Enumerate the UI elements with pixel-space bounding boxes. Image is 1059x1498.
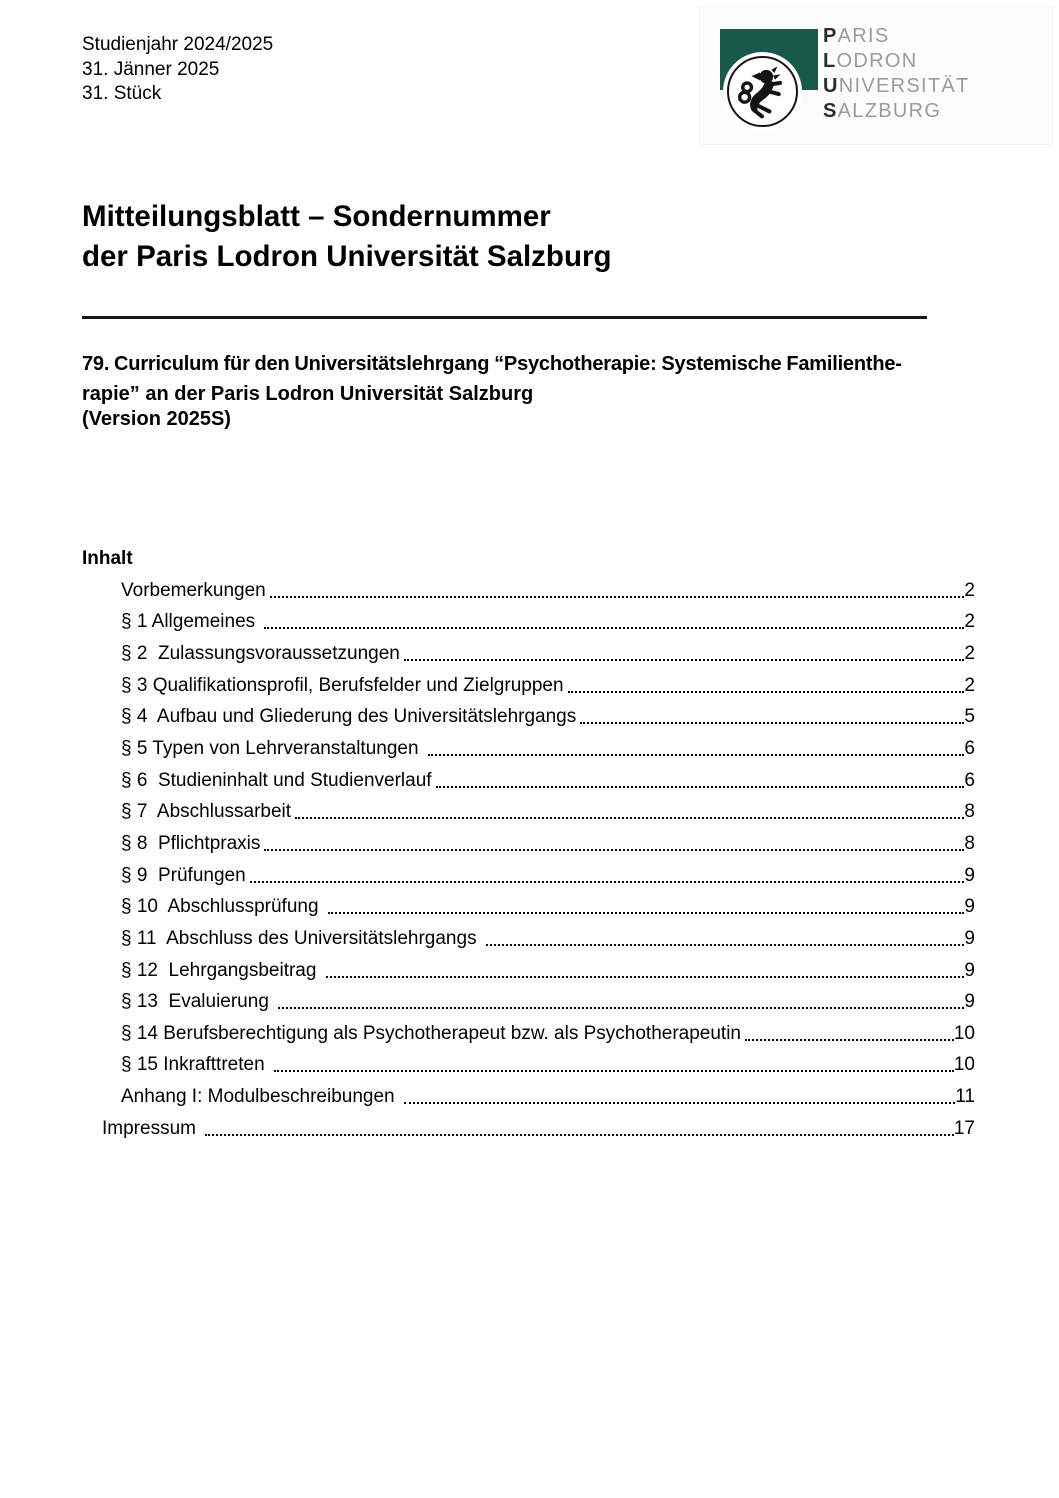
page-header-meta	[82, 33, 273, 107]
toc-entry-label: § 13 Evaluierung	[121, 991, 275, 1013]
wordmark-rest: NIVERSITÄT	[838, 75, 970, 97]
curriculum-heading-line2: rapie” an der Paris Lodron Universität Salzburg	[82, 383, 534, 405]
toc-dotted-leader	[295, 817, 964, 819]
toc-entry-page: 8	[964, 801, 975, 823]
toc-entry-page: 2	[964, 579, 975, 601]
toc-dotted-leader	[404, 659, 965, 661]
wordmark-rest: ALZBURG	[837, 100, 942, 122]
wordmark-initial: P	[823, 25, 838, 47]
toc-entry-page: 17	[953, 1117, 975, 1139]
toc-entry	[82, 955, 975, 987]
toc-dotted-leader	[264, 849, 964, 851]
stueck-line: 31. Stück	[82, 83, 162, 104]
toc-entry-page: 9	[964, 991, 975, 1013]
wordmark-rest: ODRON	[836, 50, 918, 72]
toc-heading: Inhalt	[82, 548, 133, 569]
toc-entry	[82, 733, 975, 765]
toc-entry-label: § 12 Lehrgangsbeitrag	[121, 959, 322, 981]
toc-dotted-leader	[404, 1102, 955, 1104]
toc-entry	[82, 860, 975, 892]
toc-entry	[82, 986, 975, 1018]
toc-entry	[82, 670, 975, 702]
toc-entry-label: § 4 Aufbau und Gliederung des Universitätslehrgangs	[121, 706, 577, 728]
toc-entry-label: § 11 Abschluss des Universitätslehrgangs	[121, 927, 482, 949]
toc-entry-label: Vorbemerkungen	[121, 579, 266, 601]
horizontal-rule	[82, 316, 927, 319]
toc-entry-label: § 3 Qualifikationsprofil, Berufsfelder und Zielgruppen	[121, 674, 564, 696]
toc-dotted-leader	[326, 976, 965, 978]
document-title-line2: der Paris Lodron Universität Salzburg	[82, 239, 612, 273]
toc-entry-page: 10	[953, 1022, 975, 1044]
toc-entry	[82, 765, 975, 797]
toc-entry	[82, 891, 975, 923]
version-label: (Version 2025S)	[82, 408, 231, 430]
wordmark-rest: ARIS	[837, 25, 890, 47]
toc-dotted-leader	[278, 1007, 964, 1009]
toc-dotted-leader	[486, 944, 965, 946]
studienjahr-line: Studienjahr 2024/2025	[82, 34, 274, 55]
wordmark-initial: L	[823, 50, 837, 72]
toc-entry-label: § 14 Berufsberechtigung als Psychotherapeut bzw. als Psychotherapeutin	[121, 1022, 741, 1044]
toc-dotted-leader	[745, 1039, 954, 1041]
toc-entry	[82, 702, 975, 734]
toc-entry-page: 5	[964, 706, 975, 728]
toc-entry-page: 2	[964, 674, 975, 696]
wordmark-initial: S	[823, 100, 838, 122]
wordmark-line-lodron	[823, 49, 970, 74]
toc-entry-page: 2	[964, 611, 975, 633]
toc-dotted-leader	[328, 912, 965, 914]
toc-entry-page: 9	[964, 959, 975, 981]
table-of-contents	[82, 575, 975, 1145]
university-logo	[699, 6, 1053, 145]
toc-dotted-leader	[580, 722, 964, 724]
toc-entry	[82, 1050, 975, 1082]
document-title-line1: Mitteilungsblatt – Sondernummer	[82, 200, 551, 233]
toc-dotted-leader	[205, 1134, 954, 1136]
toc-entry	[82, 923, 975, 955]
toc-entry-label: § 10 Abschlussprüfung	[121, 896, 324, 918]
toc-dotted-leader	[270, 596, 965, 598]
toc-entry-page: 2	[964, 643, 975, 665]
toc-entry-page: 9	[964, 927, 975, 949]
toc-dotted-leader	[264, 627, 964, 629]
toc-entry-page: 6	[964, 769, 975, 791]
toc-entry-label: § 7 Abschlussarbeit	[121, 801, 292, 823]
logo-medallion	[727, 56, 798, 127]
toc-entry-label: § 2 Zulassungsvoraussetzungen	[121, 643, 400, 665]
toc-entry-label: § 1 Allgemeines	[121, 611, 261, 633]
toc-entry	[82, 796, 975, 828]
toc-dotted-leader	[428, 754, 965, 756]
toc-entry-label: § 5 Typen von Lehrveranstaltungen	[121, 738, 424, 760]
toc-entry	[82, 575, 975, 607]
toc-entry	[82, 1018, 975, 1050]
wordmark-line-salzburg	[823, 99, 970, 124]
toc-entry-label: § 6 Studieninhalt und Studienverlauf	[121, 769, 432, 791]
toc-entry	[82, 1081, 975, 1113]
toc-dotted-leader	[436, 786, 965, 788]
toc-entry-page: 9	[964, 864, 975, 886]
plus-lion-emblem-icon	[731, 60, 793, 122]
toc-entry-page: 11	[955, 1086, 975, 1108]
logo-wordmark	[823, 24, 970, 124]
toc-dotted-leader	[568, 691, 965, 693]
toc-entry-page: 10	[953, 1054, 975, 1076]
toc-entry-label: Anhang I: Modulbeschreibungen	[121, 1086, 400, 1108]
date-line: 31. Jänner 2025	[82, 58, 220, 80]
curriculum-heading-line1: 79. Curriculum für den Universitätslehrgang “Psychotherapie: Systemische Familienthe-	[82, 353, 902, 375]
document-title	[82, 197, 611, 276]
toc-dotted-leader	[250, 881, 965, 883]
wordmark-line-universitaet	[823, 74, 970, 99]
toc-entry	[82, 638, 975, 670]
curriculum-heading	[82, 349, 975, 409]
toc-entry-page: 6	[964, 738, 975, 760]
toc-entry-label: Impressum	[102, 1117, 202, 1139]
toc-dotted-leader	[274, 1070, 954, 1072]
toc-entry-page: 9	[964, 896, 975, 918]
wordmark-line-paris	[823, 24, 970, 49]
toc-entry	[82, 828, 975, 860]
toc-entry-impressum	[82, 1113, 975, 1145]
toc-entry-label: § 9 Prüfungen	[121, 864, 246, 886]
toc-entry-label: § 15 Inkrafttreten	[121, 1054, 270, 1076]
wordmark-initial: U	[823, 75, 839, 97]
toc-entry	[82, 607, 975, 639]
toc-entry-page: 8	[964, 832, 975, 854]
toc-entry-label: § 8 Pflichtpraxis	[121, 832, 261, 854]
